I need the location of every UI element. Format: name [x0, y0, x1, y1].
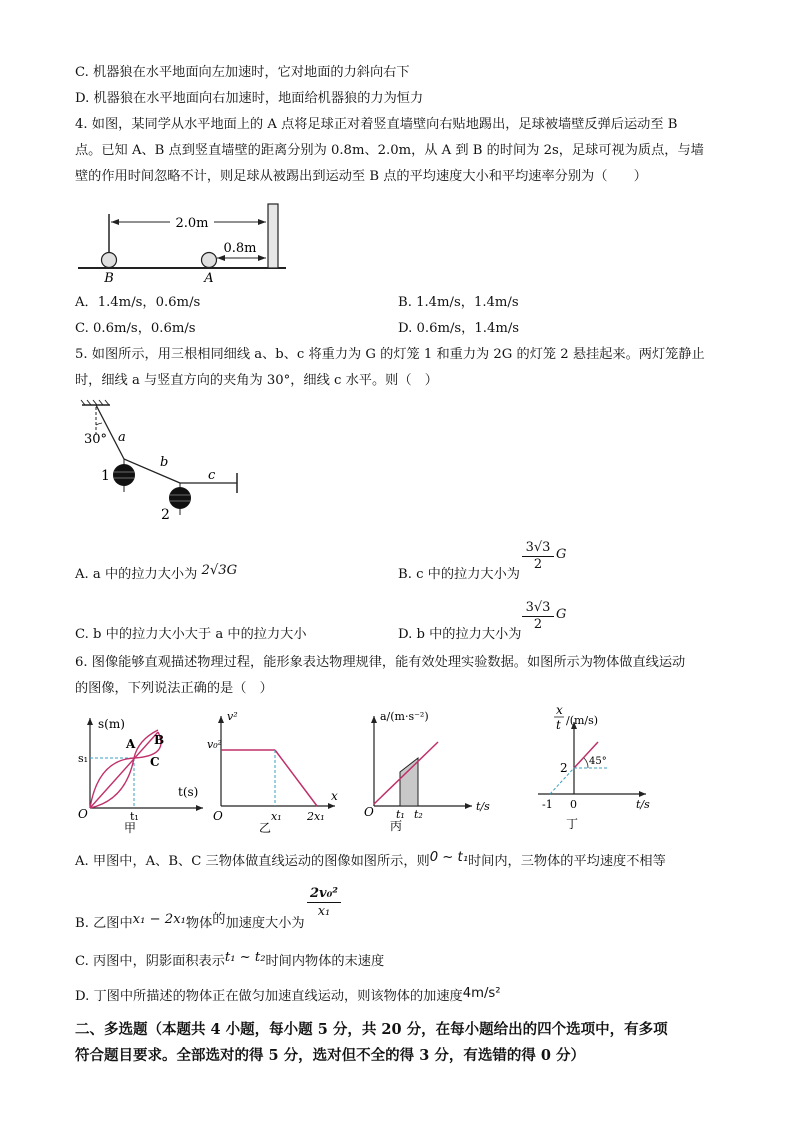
yi-name: 乙 — [259, 821, 272, 835]
bing-name: 丙 — [390, 819, 403, 833]
q4-option-b: B. 1.4m/s，1.4m/s — [398, 295, 519, 310]
yi-x1: x₁ — [271, 810, 282, 823]
q5-option-d: D. b 中的拉力大小为 — [398, 627, 522, 642]
q4-option-c: C. 0.6m/s，0.6m/s — [75, 321, 196, 336]
q6-option-d: D. 丁图中所描述的物体正在做匀加速直线运动，则该物体的加速度4m/s² — [75, 986, 501, 1004]
bing-t1: t₁ — [396, 808, 405, 821]
q5-option-a: A. a 中的拉力大小为 2√3G — [75, 563, 238, 582]
jia-xlabel: t(s) — [178, 785, 199, 799]
fig4-label-a: A — [204, 271, 214, 286]
ding-two: 2 — [560, 761, 568, 775]
q6-option-a: A. 甲图中，A、B、C 三物体做直线运动的图像如图所示，则0 ~ t₁时间内，三物体的平均速度不相等 — [75, 850, 666, 869]
jia-s1: s₁ — [78, 752, 89, 765]
jia-a: A — [126, 737, 136, 751]
jia-b: B — [154, 733, 165, 747]
fig6-bing — [364, 706, 504, 835]
q6-option-b: B. 乙图中x₁ − 2x₁物体的加速度大小为 — [75, 912, 305, 931]
fig5-line-b: b — [160, 455, 169, 470]
ding-ynum: x — [556, 703, 563, 717]
q4-option-d: D. 0.6m/s，1.4m/s — [398, 321, 520, 336]
two-sqrt3-g: 2√3G — [201, 563, 238, 578]
q5b-g: G — [556, 547, 567, 562]
fig5-lantern-2: 2 — [161, 507, 170, 523]
bing-xlabel: t/s — [476, 800, 490, 813]
yi-v0: v₀² — [207, 738, 223, 751]
fig6-ding — [528, 702, 668, 835]
q3-option-c: C. 机器狼在水平地面向左加速时，它对地面的力斜向右下 — [75, 65, 410, 80]
q5d-fraction: $\frac{3√3}{2}$ — [522, 600, 554, 633]
q4-stem-line1: 4. 如图，某同学从水平地面上的 A 点将足球正对着竖直墙壁向右贴地踢出，足球被墙壁反弹后运动至 B — [75, 117, 678, 132]
bing-t2: t₂ — [414, 808, 423, 821]
bing-origin: O — [364, 805, 374, 819]
ding-minus1: -1 — [542, 798, 553, 811]
q4-stem-line3: 壁的作用时间忽略不计，则足球从被踢出到运动至 B 点的平均速度大小和平均速率分别为（ ） — [75, 169, 647, 184]
q5-stem-line1: 5. 如图所示，用三根相同细线 a、b、c 将重力为 G 的灯笼 1 和重力为 2G 的灯笼 2 悬挂起来。两灯笼静止 — [75, 347, 705, 362]
q6-option-c: C. 丙图中，阴影面积表示t₁ ~ t₂时间内物体的末速度 — [75, 950, 385, 969]
q3-option-d: D. 机器狼在水平地面向右加速时，地面给机器狼的力为恒力 — [75, 91, 424, 106]
ding-yunit: /(m/s) — [566, 714, 599, 727]
q5-option-b: B. c 中的拉力大小为 — [398, 567, 520, 582]
jia-t1: t₁ — [130, 810, 139, 823]
fig5-line-c: c — [208, 468, 216, 483]
fig6-jia — [78, 710, 208, 835]
yi-origin: O — [213, 809, 223, 823]
fig4-dist-small: 0.8m — [223, 241, 257, 256]
fig5-line-a: a — [118, 430, 126, 445]
section2-title-line2: 符合题目要求。全部选对的得 5 分，选对但不全的得 3 分，有选错的得 0 分） — [75, 1047, 586, 1064]
ding-name: 丁 — [566, 817, 579, 831]
fig4-dist-big: 2.0m — [175, 216, 209, 231]
bing-ylabel: a/(m·s⁻²) — [380, 710, 429, 723]
q6-stem-line2: 的图像，下列说法正确的是（ ） — [75, 681, 273, 696]
ding-angle: 45° — [589, 756, 607, 767]
fig4-label-b: B — [104, 271, 114, 286]
section2-title-line1: 二、多选题（本题共 4 小题，每小题 5 分，共 20 分，在每小题给出的四个选项中，有多项 — [75, 1021, 668, 1038]
ding-xlabel: t/s — [636, 798, 650, 811]
fig6-yi — [207, 708, 343, 835]
fig5-angle: 30° — [84, 432, 108, 447]
jia-origin: O — [78, 807, 88, 821]
yi-2x1: 2x₁ — [307, 810, 325, 823]
jia-name: 甲 — [124, 821, 137, 835]
q5-stem-line2: 时，细线 a 与竖直方向的夹角为 30°，细线 c 水平。则（ ） — [75, 373, 438, 388]
q4-stem-line2: 点。已知 A、B 点到竖直墙壁的距离分别为 0.8m、2.0m，从 A 到 B 的时间为 2s，足球可视为质点，与墙 — [75, 143, 704, 158]
yi-x: x — [331, 789, 338, 803]
jia-c: C — [150, 755, 160, 769]
ding-yden: t — [556, 718, 561, 732]
q4-figure — [78, 200, 293, 285]
q5b-fraction: $\frac{3√3}{2}$ — [522, 540, 554, 573]
q6b-fraction: $\frac{\text{2v₀²}}{\text{x₁}}$ — [307, 885, 341, 920]
jia-ylabel: s(m) — [98, 717, 125, 731]
q5-option-c: C. b 中的拉力大小大于 a 中的拉力大小 — [75, 627, 307, 642]
ding-zero: 0 — [570, 798, 577, 811]
q5d-g: G — [556, 607, 567, 622]
q5-figure — [80, 403, 245, 525]
yi-ylabel: v² — [227, 710, 238, 723]
q4-option-a: A．1.4m/s，0.6m/s — [75, 295, 201, 310]
fig5-lantern-1: 1 — [101, 468, 110, 484]
q6-stem-line1: 6. 图像能够直观描述物理过程，能形象表达物理规律，能有效处理实验数据。如图所示为物体做直线运动 — [75, 655, 686, 670]
